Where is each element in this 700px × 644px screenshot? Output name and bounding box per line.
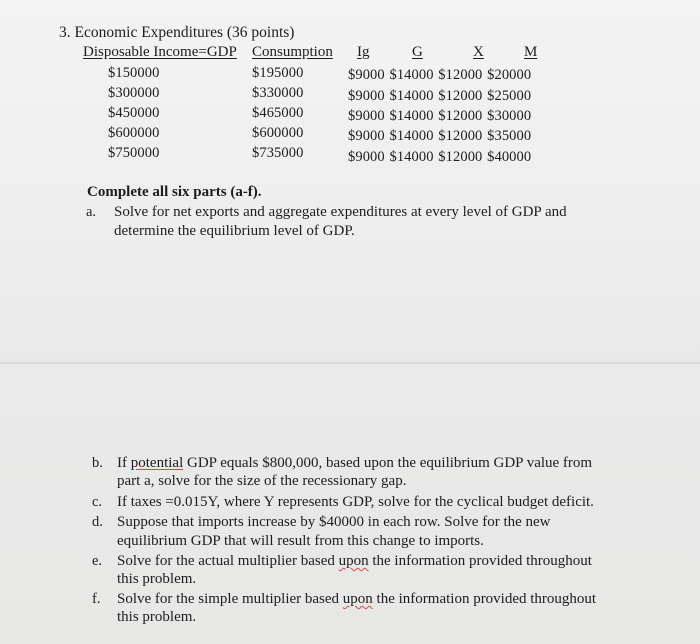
part-a-text: Solve for net exports and aggregate expenditures at every level of GDP and (114, 204, 567, 220)
part-e-text-cont: this problem. (117, 571, 197, 587)
header-ig: Ig (357, 44, 370, 60)
table-cell-consumption: $195000 (252, 65, 304, 81)
part-b-text (117, 454, 592, 472)
part-f-upon: upon (342, 591, 373, 607)
table-cell-income: $150000 (108, 65, 160, 81)
part-b-letter: b. (92, 455, 103, 471)
part-c-text: If taxes =0.015Y, where Y represents GDP, solve for the cyclical budget deficit. (117, 494, 594, 510)
part-b-text-cont: part a, solve for the size of the recessionary gap. (117, 473, 407, 489)
part-f-letter: f. (92, 591, 101, 607)
part-d-text-cont: equilibrium GDP that will result from this change to imports. (117, 533, 484, 549)
table-cell-consumption: $465000 (252, 105, 304, 121)
table-cell-income: $300000 (108, 85, 160, 101)
part-a-text-cont: determine the equilibrium level of GDP. (114, 223, 355, 239)
table-cell-ig-g-x-m: $9000 $14000 $12000 $40000 (348, 149, 532, 165)
table-cell-income: $450000 (108, 105, 160, 121)
table-cell-income: $600000 (108, 125, 160, 141)
table-cell-ig-g-x-m: $9000 $14000 $12000 $25000 (348, 88, 532, 104)
part-e-upon: upon (338, 553, 369, 569)
part-f-post: the information provided throughout (372, 591, 597, 607)
table-cell-consumption: $600000 (252, 125, 304, 141)
part-e-text (117, 552, 592, 570)
part-a-letter: a. (86, 204, 97, 220)
header-m: M (524, 44, 538, 60)
table-cell-ig-g-x-m: $9000 $14000 $12000 $20000 (348, 67, 532, 83)
header-income-gdp: Disposable Income=GDP (83, 44, 237, 60)
part-e-post: the information provided throughout (368, 553, 592, 569)
header-consumption: Consumption (252, 44, 333, 60)
part-d-text: Suppose that imports increase by $40000 in each row. Solve for the new (117, 514, 551, 530)
table-cell-consumption: $735000 (252, 145, 304, 161)
part-b-pre: If (117, 455, 131, 471)
part-f-pre: Solve for the simple multiplier based (117, 591, 343, 607)
part-e-pre: Solve for the actual multiplier based (117, 553, 339, 569)
part-c-letter: c. (92, 494, 103, 510)
table-cell-ig-g-x-m: $9000 $14000 $12000 $30000 (348, 108, 532, 124)
part-b-rest: GDP equals $800,000, based upon the equilibrium GDP value from (183, 455, 593, 471)
table-cell-ig-g-x-m: $9000 $14000 $12000 $35000 (348, 128, 532, 144)
part-f-text (117, 590, 596, 608)
question-title: 3. Economic Expenditures (36 points) (59, 24, 295, 41)
instructions: Complete all six parts (a-f). (87, 184, 262, 200)
part-e-letter: e. (92, 553, 103, 569)
header-g: G (412, 44, 423, 60)
part-d-letter: d. (92, 514, 103, 530)
table-cell-consumption: $330000 (252, 85, 304, 101)
part-f-text-cont: this problem. (117, 609, 197, 625)
part-b-potential: potential (130, 455, 184, 471)
table-cell-income: $750000 (108, 145, 160, 161)
header-x: X (473, 44, 484, 60)
